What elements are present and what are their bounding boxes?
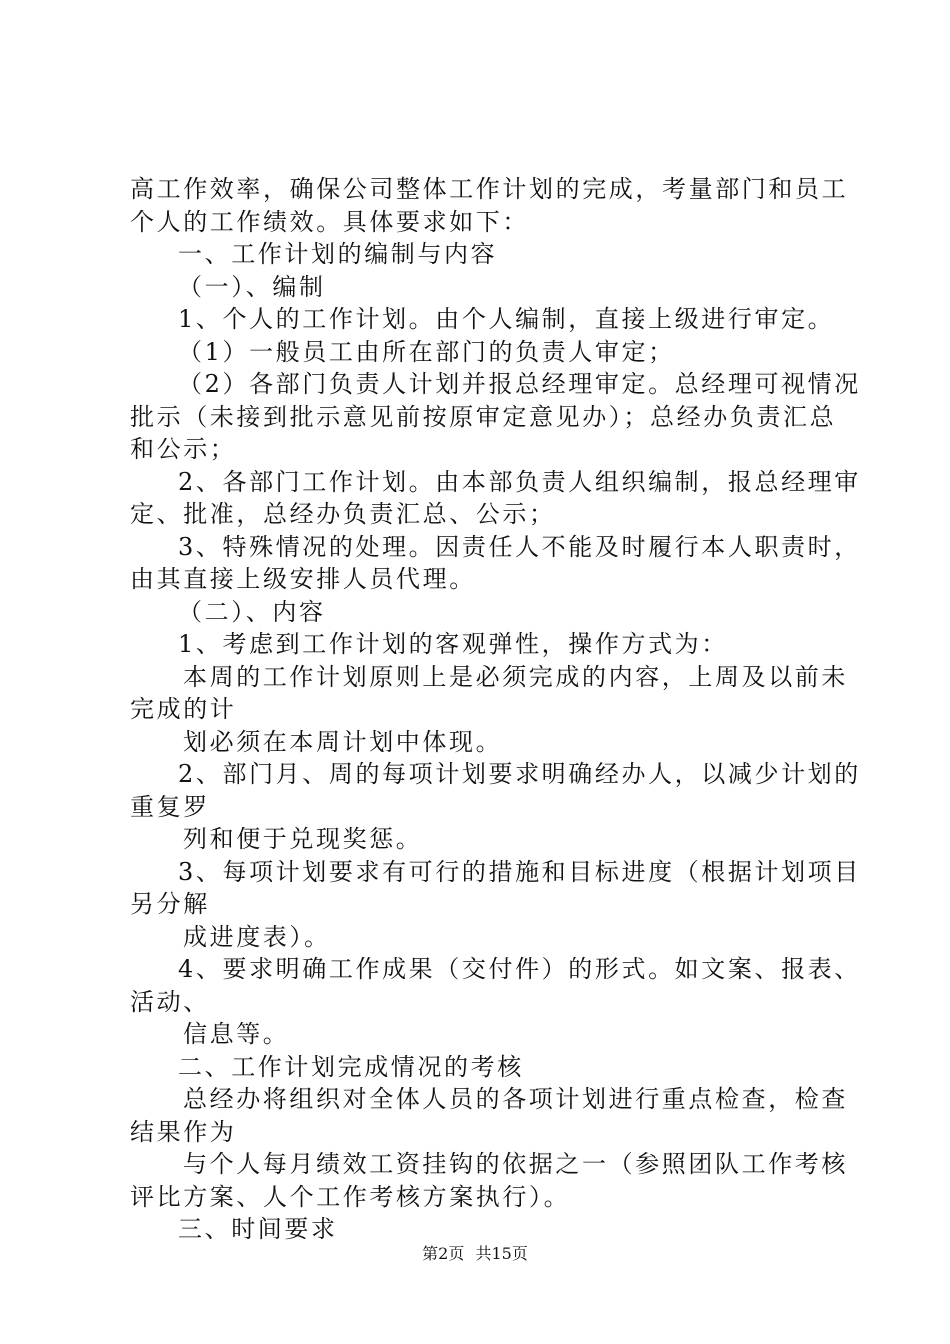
section-heading: 一、工作计划的编制与内容 [178, 240, 498, 268]
text-line: （1）一般员工由所在部门的负责人审定； [178, 337, 675, 366]
section-heading: 二、工作计划完成情况的考核 [178, 1052, 524, 1081]
text-line: 3、每项计划要求有可行的措施和目标进度（根据计划项目 [178, 857, 861, 886]
text-line: 2、各部门工作计划。由本部负责人组织编制，报总经理审 [178, 467, 861, 496]
text-line: 1、考虑到工作计划的客观弹性，操作方式为： [178, 630, 728, 658]
text-line: 批示（未接到批示意见前按原审定意见办）；总经办负责汇总 [130, 402, 837, 431]
text-line: 定、批准，总经办负责汇总、公示； [130, 500, 556, 528]
page-footer [0, 1244, 950, 1264]
subsection-heading: （二）、内容 [178, 597, 326, 626]
text-line: 信息等。 [183, 1020, 290, 1048]
document-body [130, 173, 861, 1246]
text-line: 活动、 [130, 987, 210, 1016]
text-line: 和公示； [130, 435, 237, 463]
text-line: 2、部门月、周的每项计划要求明确经办人，以减少计划的 [178, 760, 861, 788]
text-line: 与个人每月绩效工资挂钩的依据之一（参照团队工作考核 [183, 1150, 848, 1178]
text-line: 总经办将组织对全体人员的各项计划进行重点检查，检查 [183, 1085, 848, 1113]
text-line: 由其直接上级安排人员代理。 [130, 565, 476, 593]
text-line: 4、要求明确工作成果（交付件）的形式。如文案、报表、 [178, 955, 861, 983]
text-line: 1、个人的工作计划。由个人编制，直接上级进行审定。 [178, 305, 835, 333]
text-line: 重复罗 [130, 792, 210, 821]
subsection-heading: （一）、编制 [178, 272, 326, 301]
text-line: 另分解 [130, 890, 210, 918]
text-line: 3、特殊情况的处理。因责任人不能及时履行本人职责时， [178, 532, 861, 561]
text-line: 本周的工作计划原则上是必须完成的内容，上周及以前未 [183, 662, 848, 691]
text-line: （2）各部门负责人计划并报总经理审定。总经理可视情况 [178, 370, 861, 398]
page-number: 第2页 [422, 1244, 465, 1263]
page-total: 共15页 [475, 1244, 528, 1263]
text-line: 个人的工作绩效。具体要求如下： [130, 207, 529, 236]
text-line: 高工作效率，确保公司整体工作计划的完成，考量部门和员工 [130, 175, 849, 203]
text-line: 列和便于兑现奖惩。 [183, 825, 423, 853]
text-line: 评比方案、人个工作考核方案执行）。 [130, 1182, 571, 1211]
text-line: 结果作为 [130, 1117, 237, 1146]
text-line: 划必须在本周计划中体现。 [183, 727, 503, 756]
text-line: 完成的计 [130, 695, 237, 723]
section-heading: 三、时间要求 [178, 1215, 338, 1243]
text-line: 成进度表）。 [183, 922, 331, 951]
